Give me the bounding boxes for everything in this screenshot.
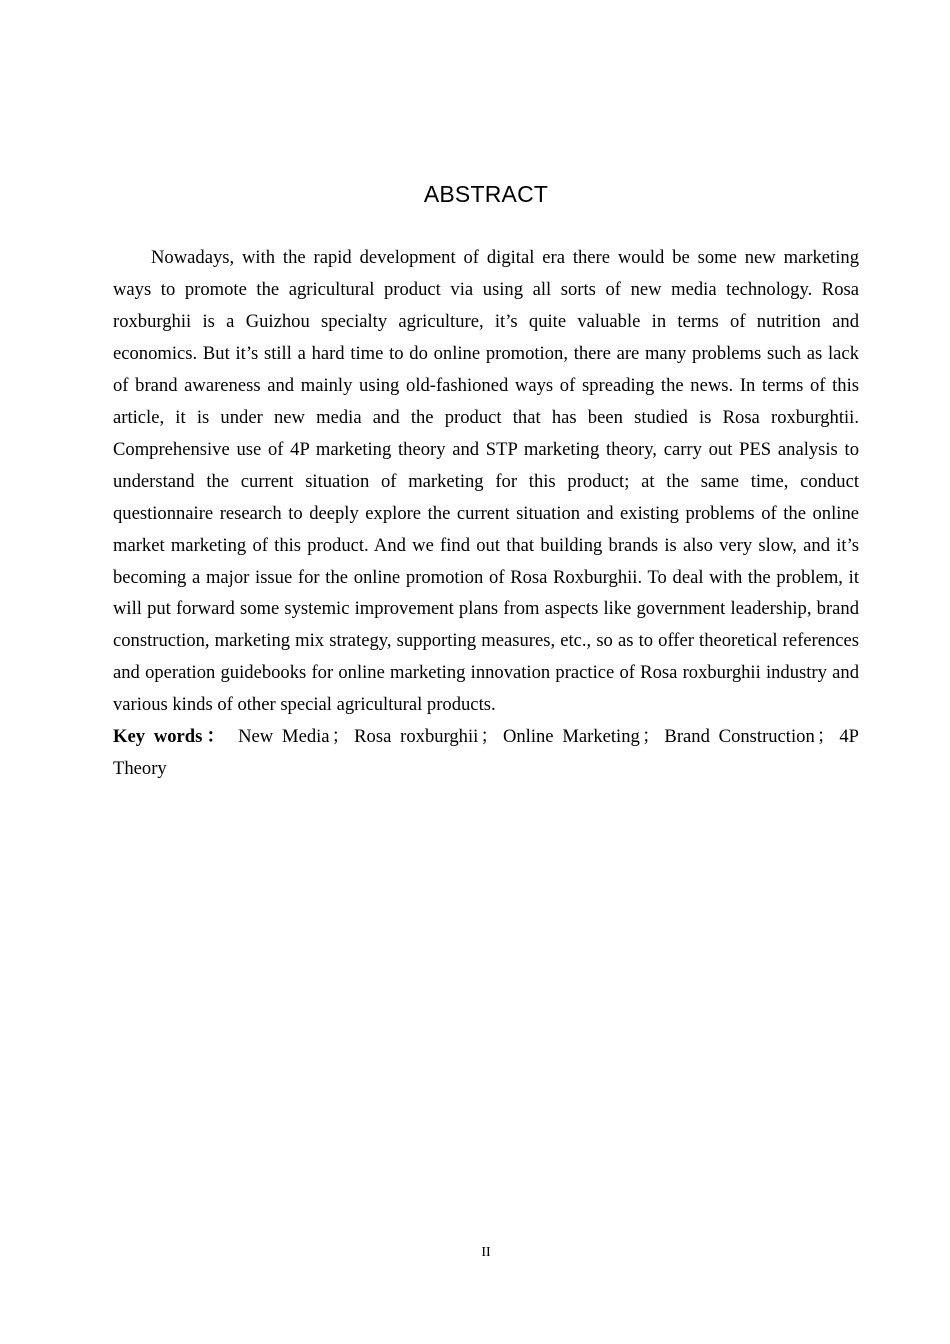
keyword-item: Brand Construction — [664, 726, 815, 747]
abstract-title: ABSTRACT — [423, 181, 549, 207]
keywords-line — [113, 721, 859, 785]
keyword-item: New Media — [238, 726, 330, 747]
keywords-label: Key words — [113, 726, 203, 747]
keyword-item: Online Marketing — [502, 726, 640, 747]
keyword-item: 4P Theory — [113, 726, 859, 779]
page-number: II — [481, 1245, 491, 1260]
keyword-separator: ； — [480, 726, 499, 747]
keyword-separator: ； — [641, 726, 661, 747]
keyword-separator: ； — [816, 726, 836, 747]
abstract-paragraph: Nowadays, with the rapid development of digital era there would be some new marketing ways to promote the agricultural product via using all sorts of new media technology. Rosa roxburghii is a Guizhou specialty agriculture, it’s quite valuable in terms of nutrition and economics. But it’s still a hard time to do online promotion, there are many problems such as lack of brand awareness and mainly using old-fashioned ways of spreading the news. In terms of this article, it is under new media and the product that has been studied is Rosa roxburghtii. Comprehensive use of 4P marketing theory and STP marketing theory, carry out PES analysis to understand the current situation of marketing for this product; at the same time, conduct questionnaire research to deeply explore the current situation and existing problems of the online market marketing of this product. And we find out that building brands is also very slow, and it’s becoming a major issue for the online promotion of Rosa Roxburghii. To deal with the problem, it will put forward some systemic improvement plans from aspects like government leadership, brand construction, marketing mix strategy, supporting measures, etc., so as to offer theoretical references and operation guidebooks for online marketing innovation practice of Rosa roxburghii industry and various kinds of other special agricultural products. — [113, 247, 859, 716]
keywords-label-separator: ： — [202, 726, 230, 747]
keyword-item: Rosa roxburghii — [354, 726, 479, 747]
keyword-separator: ； — [331, 726, 351, 747]
